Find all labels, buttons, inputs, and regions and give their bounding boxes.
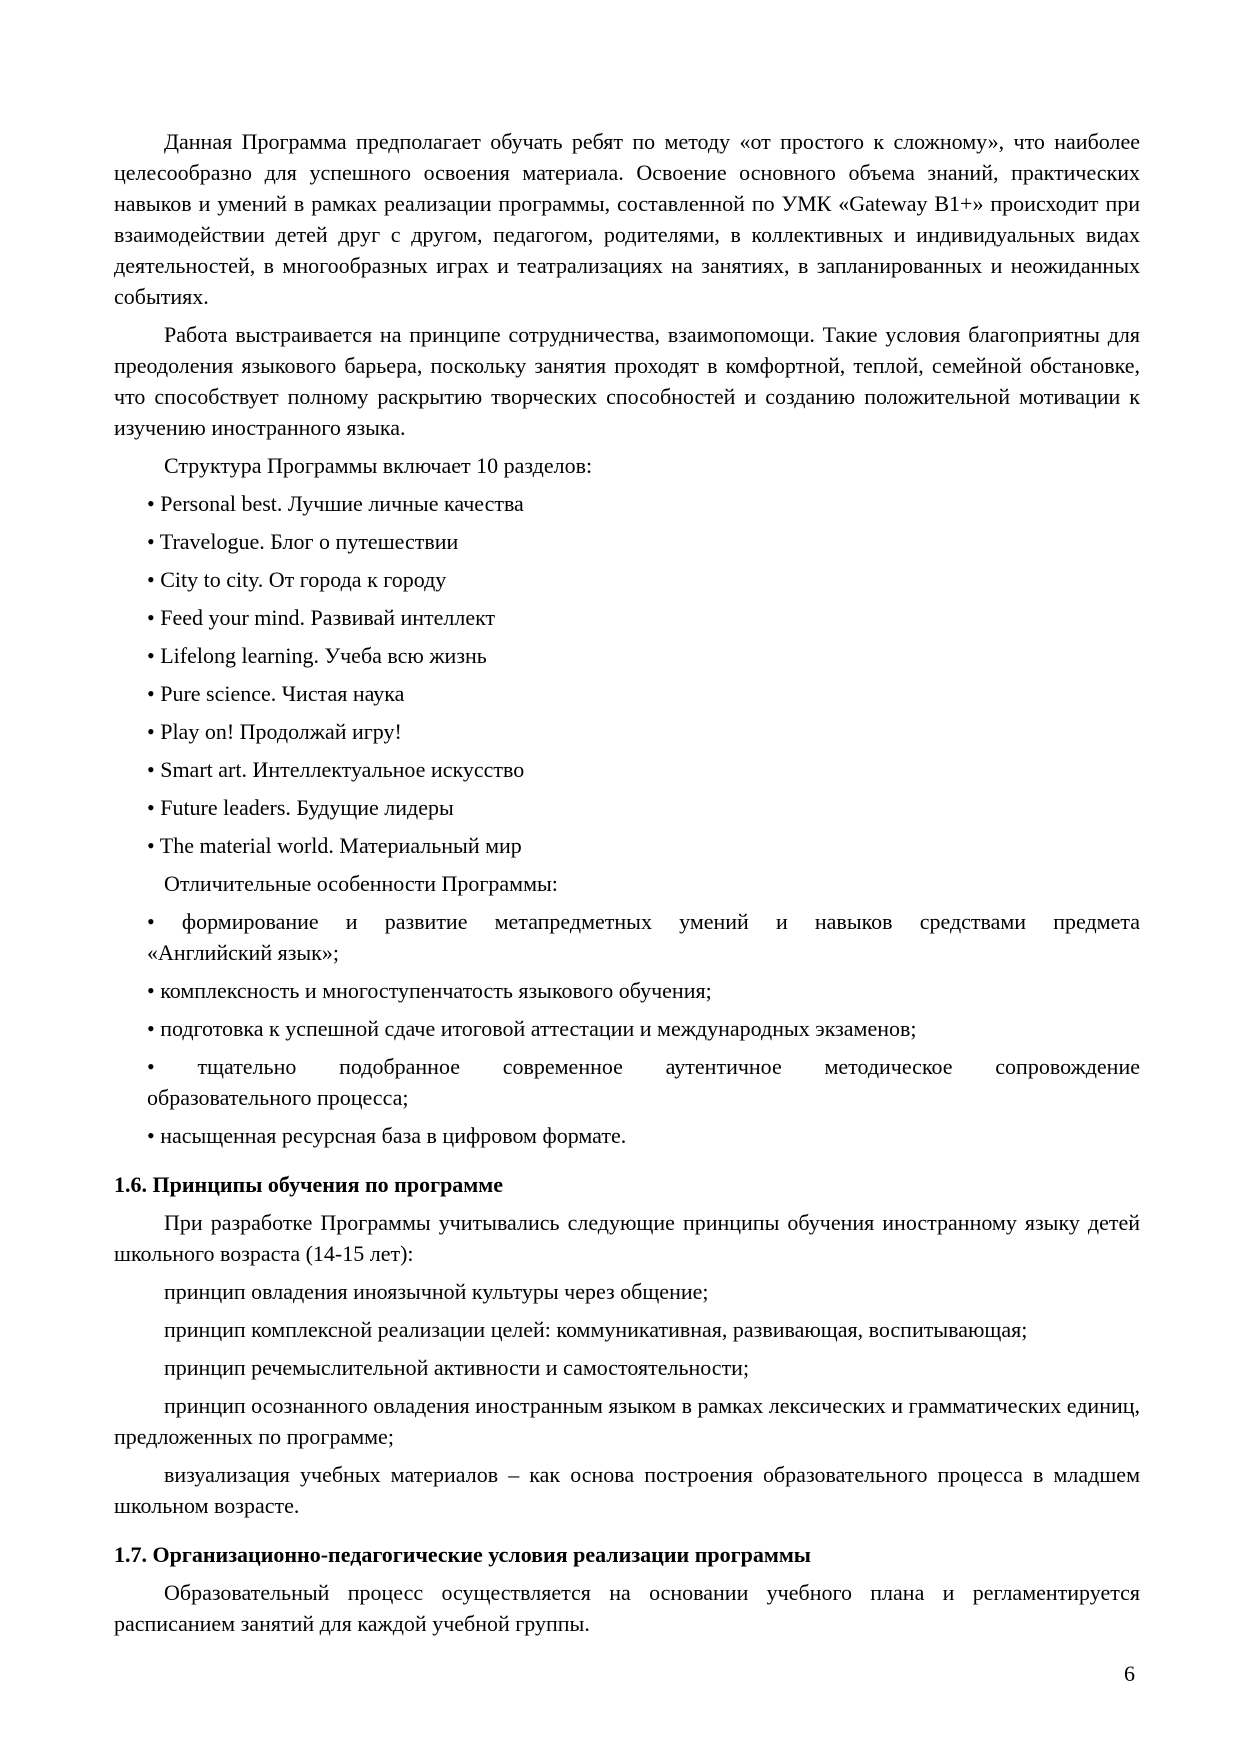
principle-item: принцип комплексной реализации целей: коммуникативная, развивающая, воспитывающая; <box>164 1317 1028 1342</box>
document-page <box>114 126 1140 1639</box>
list-item <box>147 1051 1140 1113</box>
list-item: • комплексность и многоступенчатость языкового обучения; <box>147 978 712 1003</box>
list-item: • Future leaders. Будущие лидеры <box>147 795 454 820</box>
conditions-paragraph: Образовательный процесс осуществляется на основании учебного плана и регламентируется расписанием занятий для каждой учебной группы. <box>114 1580 1140 1636</box>
features-lead: Отличительные особенности Программы: <box>164 871 558 896</box>
list-item: • Pure science. Чистая наука <box>147 681 405 706</box>
list-item: • насыщенная ресурсная база в цифровом формате. <box>147 1123 627 1148</box>
list-item <box>147 906 1140 968</box>
principle-item: принцип осознанного овладения иностранным языком в рамках лексических и грамматических единиц, предложенных по программе; <box>114 1393 1141 1449</box>
list-item-line: • тщательно подобранное современное аутентичное методическое сопровождение <box>147 1054 1140 1079</box>
list-item: • Feed your mind. Развивай интеллект <box>147 605 496 630</box>
list-item: • Smart art. Интеллектуальное искусство <box>147 757 525 782</box>
principle-item: принцип овладения иноязычной культуры через общение; <box>164 1279 709 1304</box>
principle-item: визуализация учебных материалов – как основа построения образовательного процесса в младшем школьном возрасте. <box>114 1462 1140 1518</box>
list-item: • City to city. От города к городу <box>147 567 447 592</box>
list-item: • подготовка к успешной сдаче итоговой аттестации и международных экзаменов; <box>147 1016 917 1041</box>
page-number: 6 <box>1124 1661 1135 1686</box>
list-item: • Lifelong learning. Учеба всю жизнь <box>147 643 487 668</box>
list-item-line: образовательного процесса; <box>147 1085 409 1110</box>
intro-paragraph-2: Работа выстраивается на принципе сотрудничества, взаимопомощи. Такие условия благоприятны для преодоления языкового барьера, поскольку занятия проходят в комфортной, теплой, семейной обстановке, что способствует полному раскрытию творческих способностей и созданию положительной мотивации к изучению иностранного языка. <box>114 322 1140 440</box>
list-item: • Play on! Продолжай игру! <box>147 719 402 744</box>
list-item: • Personal best. Лучшие личные качества <box>147 491 524 516</box>
principle-item: принцип речемыслительной активности и самостоятельности; <box>164 1355 750 1380</box>
structure-lead: Структура Программы включает 10 разделов: <box>164 453 593 478</box>
section-heading-1-6: 1.6. Принципы обучения по программе <box>114 1172 504 1197</box>
sections-list <box>114 488 1140 861</box>
section-heading-1-7: 1.7. Организационно-педагогические условия реализации программы <box>114 1542 811 1567</box>
intro-paragraph-1: Данная Программа предполагает обучать ребят по методу «от простого к сложному», что наиболее целесообразно для успешного освоения материала. Освоение основного объема знаний, практических навыков и умений в рамках реализации программы, составленной по УМК «Gateway B1+» происходит при взаимодействии детей друг с другом, педагогом, родителями, в коллективных и индивидуальных видах деятельностей, в многообразных играх и театрализациях на занятиях, в запланированных и неожиданных событиях. <box>114 129 1140 309</box>
list-item-line: • формирование и развитие метапредметных умений и навыков средствами предмета <box>147 909 1140 934</box>
list-item: • Travelogue. Блог о путешествии <box>147 529 459 554</box>
list-item-line: «Английский язык»; <box>147 940 339 965</box>
features-list <box>114 906 1140 1151</box>
principles-intro: При разработке Программы учитывались следующие принципы обучения иностранному языку детей школьного возраста (14-15 лет): <box>114 1210 1140 1266</box>
list-item: • The material world. Материальный мир <box>147 833 522 858</box>
